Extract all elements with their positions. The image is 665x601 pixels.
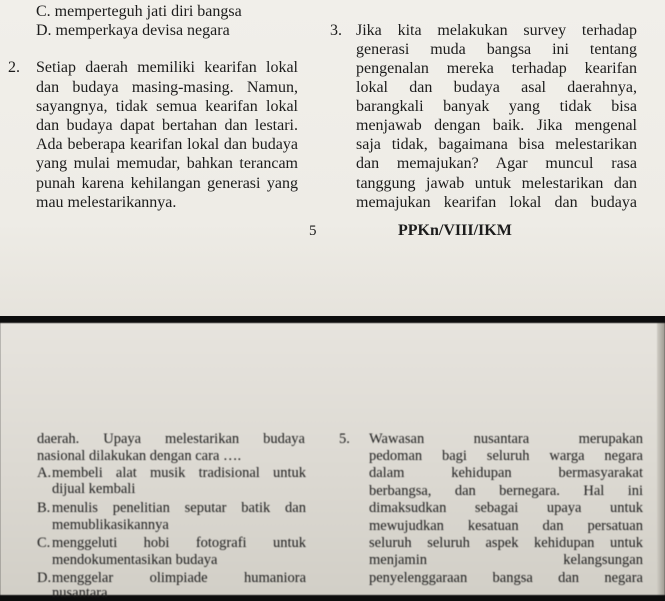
question-2-line: Setiap daerah memiliki kearifan lokal bbox=[36, 59, 298, 76]
option-d-text: nusantara bbox=[52, 585, 108, 601]
option-a-text: membeli alat musik tradisional untuk bbox=[52, 465, 306, 481]
option-letter: D. bbox=[37, 570, 52, 586]
option-c-text: mendokumentasikan budaya bbox=[52, 552, 218, 568]
option-letter: B. bbox=[37, 500, 51, 516]
question-5-line: penyelenggaraan bangsa dan negara bbox=[369, 570, 643, 586]
question-5-line: pedoman bagi seluruh warga negara bbox=[369, 448, 643, 464]
question-3-line: saja tidak, bagaimana bisa melestarikan bbox=[356, 136, 637, 153]
question-3-line: barangkali banyak yang tidak bisa bbox=[356, 98, 637, 115]
page-edge-shadow bbox=[657, 323, 665, 595]
question-2-line: dan budaya masing-masing. Namun, bbox=[36, 79, 298, 96]
question-4-stem-line: nasional dilakukan dengan cara …. bbox=[37, 448, 242, 464]
question-2-line: dan budaya dapat bertahan dan lestari. bbox=[36, 117, 298, 134]
question-5-line: seluruh seluruh aspek kehidupan untuk bbox=[369, 535, 643, 551]
option-c-text: menggeluti hobi fotografi untuk bbox=[52, 535, 306, 551]
question-2-line: yang mulai memudar, bahkan terancam bbox=[36, 155, 298, 172]
option-letter: A. bbox=[37, 465, 52, 481]
question-2-line: punah karena kehilangan generasi yang bbox=[36, 175, 298, 192]
option-d-text: menggelar olimpiade humaniora bbox=[52, 570, 306, 586]
option-a-text: dijual kembali bbox=[52, 481, 136, 497]
question-2-number: 2. bbox=[8, 59, 20, 76]
question-3-number: 3. bbox=[330, 22, 342, 39]
question-3-line: pengenalan mereka terhadap kearifan bbox=[356, 60, 637, 77]
option-letter: C. bbox=[37, 535, 51, 551]
option-b-text: menulis penelitian seputar batik dan bbox=[52, 500, 306, 516]
question-3-line: lokal dan budaya asal daerahnya, bbox=[356, 79, 637, 96]
question-3-line: generasi muda bangsa ini tentang bbox=[356, 41, 637, 58]
option-c-q1: C. memperteguh jati diri bangsa bbox=[36, 3, 242, 20]
page-number: 5 bbox=[309, 223, 317, 239]
option-d-q1: D. memperkaya devisa negara bbox=[36, 22, 230, 39]
question-3-line: Jika kita melakukan survey terhadap bbox=[356, 22, 637, 39]
page-code: PPKn/VIII/IKM bbox=[398, 222, 512, 239]
option-b-text: memublikasikannya bbox=[52, 517, 169, 533]
question-2-line: sayangnya, tidak semua kearifan lokal bbox=[36, 98, 298, 115]
question-5-line: mewujudkan kesatuan dan persatuan bbox=[369, 518, 643, 534]
question-5-line: menjamin kelangsungan bbox=[369, 552, 643, 568]
question-4-stem-line: daerah. Upaya melestarikan budaya bbox=[37, 431, 305, 447]
question-5-line: dimaksudkan sebagai upaya untuk bbox=[369, 500, 643, 516]
bottom-page bbox=[0, 323, 665, 601]
question-3-line: menjawab dengan baik. Jika mengenal bbox=[356, 117, 637, 134]
question-5-line: dalam kehidupan bermasyarakat bbox=[369, 465, 643, 481]
question-3-line: memajukan kearifan lokal dan budaya bbox=[356, 194, 637, 211]
question-5-line: berbangsa, dan bernegara. Hal ini bbox=[369, 483, 643, 499]
question-3-line: dan memajukan? Agar muncul rasa bbox=[356, 155, 637, 172]
question-5-number: 5. bbox=[339, 431, 350, 447]
question-2-line: Ada beberapa kearifan lokal dan budaya bbox=[36, 136, 298, 153]
question-3-line: tanggung jawab untuk melestarikan dan bbox=[356, 175, 637, 192]
question-2-line: mau melestarikannya. bbox=[36, 194, 177, 211]
question-5-line: Wawasan nusantara merupakan bbox=[369, 431, 643, 447]
